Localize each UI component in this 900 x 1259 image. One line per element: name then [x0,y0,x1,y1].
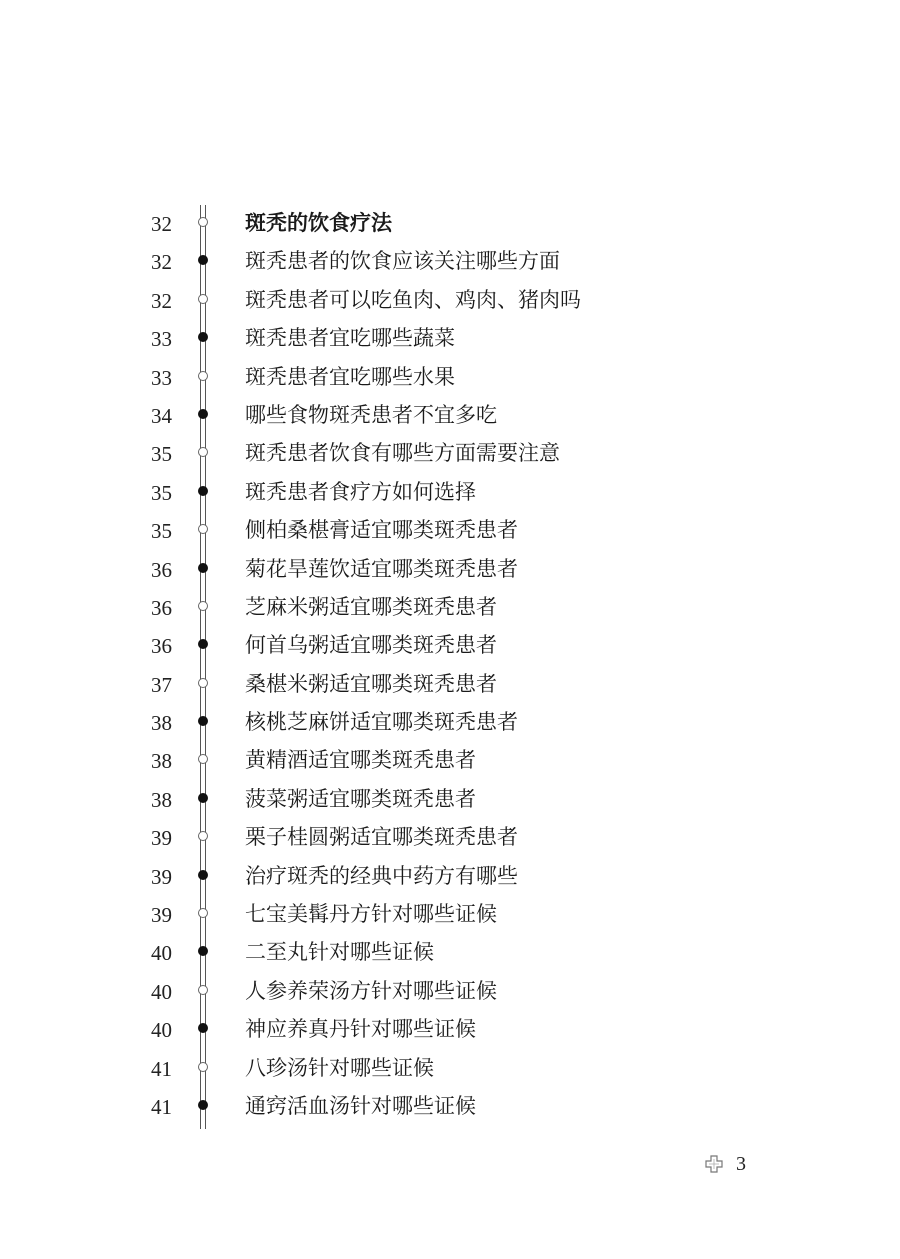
hollow-dot-icon [198,524,208,534]
page-number: 3 [736,1152,746,1175]
toc-page-number: 41 [151,1056,172,1081]
toc-entry-title[interactable]: 斑秃患者食疗方如何选择 [245,479,476,504]
filled-dot-icon [198,870,208,880]
hollow-dot-icon [198,447,208,457]
toc-entry-title[interactable]: 菊花旱莲饮适宜哪类斑秃患者 [245,556,518,581]
toc-entry[interactable] [0,666,900,704]
toc-entry-title[interactable]: 通窍活血汤针对哪些证候 [245,1093,476,1118]
toc-page-number: 41 [151,1094,172,1119]
toc-page-number: 32 [151,212,172,236]
toc-entry-title[interactable]: 核桃芝麻饼适宜哪类斑秃患者 [245,710,518,735]
toc-page-number: 35 [151,480,172,505]
toc-page-number: 35 [151,519,172,544]
filled-dot-icon [198,793,208,803]
toc-entry[interactable] [0,282,900,320]
toc-page-number: 40 [151,941,172,966]
toc-entry[interactable] [0,934,900,972]
toc-entry[interactable] [0,551,900,589]
toc-entry[interactable] [0,704,900,742]
toc-entry-title[interactable]: 斑秃患者宜吃哪些水果 [245,364,455,389]
toc-entry[interactable] [0,1011,900,1049]
hollow-dot-icon [198,601,208,611]
toc-page-number: 32 [151,288,172,313]
toc-entry[interactable] [0,205,900,243]
toc-entry-title[interactable]: 斑秃患者可以吃鱼肉、鸡肉、猪肉吗 [245,287,581,312]
toc-entry-title[interactable]: 七宝美髯丹方针对哪些证候 [245,902,497,927]
toc-page-number: 38 [151,787,172,812]
toc-entry-title[interactable]: 斑秃患者宜吃哪些蔬菜 [245,326,455,351]
hollow-dot-icon [198,217,208,227]
toc-entry-title[interactable]: 栗子桂圆粥适宜哪类斑秃患者 [245,825,518,850]
toc-entry[interactable] [0,627,900,665]
hollow-dot-icon [198,985,208,995]
toc-entry[interactable] [0,512,900,550]
table-of-contents [0,205,900,1126]
toc-page-number: 36 [151,557,172,582]
filled-dot-icon [198,1100,208,1110]
medical-cross-icon [704,1154,724,1174]
hollow-dot-icon [198,1062,208,1072]
toc-entry[interactable] [0,1088,900,1126]
toc-entry-title[interactable]: 桑椹米粥适宜哪类斑秃患者 [245,671,497,696]
toc-entry[interactable] [0,435,900,473]
toc-page-number: 38 [151,749,172,774]
toc-entry[interactable] [0,359,900,397]
hollow-dot-icon [198,908,208,918]
toc-page-number: 34 [151,403,172,428]
toc-entry-title[interactable]: 二至丸针对哪些证候 [245,940,434,965]
toc-entry[interactable] [0,1050,900,1088]
toc-page-number: 40 [151,979,172,1004]
filled-dot-icon [198,332,208,342]
filled-dot-icon [198,486,208,496]
filled-dot-icon [198,563,208,573]
toc-page-number: 39 [151,826,172,851]
toc-entry-title[interactable]: 侧柏桑椹膏适宜哪类斑秃患者 [245,518,518,543]
toc-entry-title[interactable]: 哪些食物斑秃患者不宜多吃 [245,402,497,427]
hollow-dot-icon [198,294,208,304]
filled-dot-icon [198,639,208,649]
toc-page-number: 37 [151,672,172,697]
toc-entry[interactable] [0,474,900,512]
toc-entry-title[interactable]: 治疗斑秃的经典中药方有哪些 [245,863,518,888]
toc-entry-title[interactable]: 人参养荣汤方针对哪些证候 [245,978,497,1003]
toc-entry-title[interactable]: 菠菜粥适宜哪类斑秃患者 [245,786,476,811]
toc-entry-title[interactable]: 何首乌粥适宜哪类斑秃患者 [245,633,497,658]
toc-entry-title[interactable]: 黄精酒适宜哪类斑秃患者 [245,748,476,773]
hollow-dot-icon [198,754,208,764]
toc-page-number: 32 [151,250,172,275]
toc-page-number: 36 [151,595,172,620]
toc-page-number: 33 [151,365,172,390]
toc-page-number: 39 [151,864,172,889]
filled-dot-icon [198,946,208,956]
toc-page-number: 35 [151,442,172,467]
toc-entry-title[interactable]: 斑秃患者的饮食应该关注哪些方面 [245,249,560,274]
toc-entry[interactable] [0,819,900,857]
toc-entry-title[interactable]: 芝麻米粥适宜哪类斑秃患者 [245,594,497,619]
hollow-dot-icon [198,371,208,381]
toc-entry[interactable] [0,243,900,281]
toc-entry[interactable] [0,781,900,819]
page-footer [704,1150,746,1178]
toc-page-number: 39 [151,903,172,928]
hollow-dot-icon [198,831,208,841]
toc-page-number: 40 [151,1018,172,1043]
toc-entry[interactable] [0,858,900,896]
toc-entry-title[interactable]: 八珍汤针对哪些证候 [245,1055,434,1080]
filled-dot-icon [198,716,208,726]
toc-entry[interactable] [0,397,900,435]
toc-page-number: 33 [151,327,172,352]
filled-dot-icon [198,255,208,265]
toc-entry[interactable] [0,320,900,358]
toc-entry-title[interactable]: 神应养真丹针对哪些证候 [245,1017,476,1042]
toc-entry[interactable] [0,589,900,627]
toc-page-number: 38 [151,711,172,736]
toc-entry[interactable] [0,896,900,934]
toc-entry-title[interactable]: 斑秃患者饮食有哪些方面需要注意 [245,441,560,466]
toc-page-number: 36 [151,634,172,659]
filled-dot-icon [198,1023,208,1033]
filled-dot-icon [198,409,208,419]
toc-entry[interactable] [0,973,900,1011]
hollow-dot-icon [198,678,208,688]
toc-section-heading[interactable]: 斑秃的饮食疗法 [245,211,392,235]
toc-entry[interactable] [0,742,900,780]
